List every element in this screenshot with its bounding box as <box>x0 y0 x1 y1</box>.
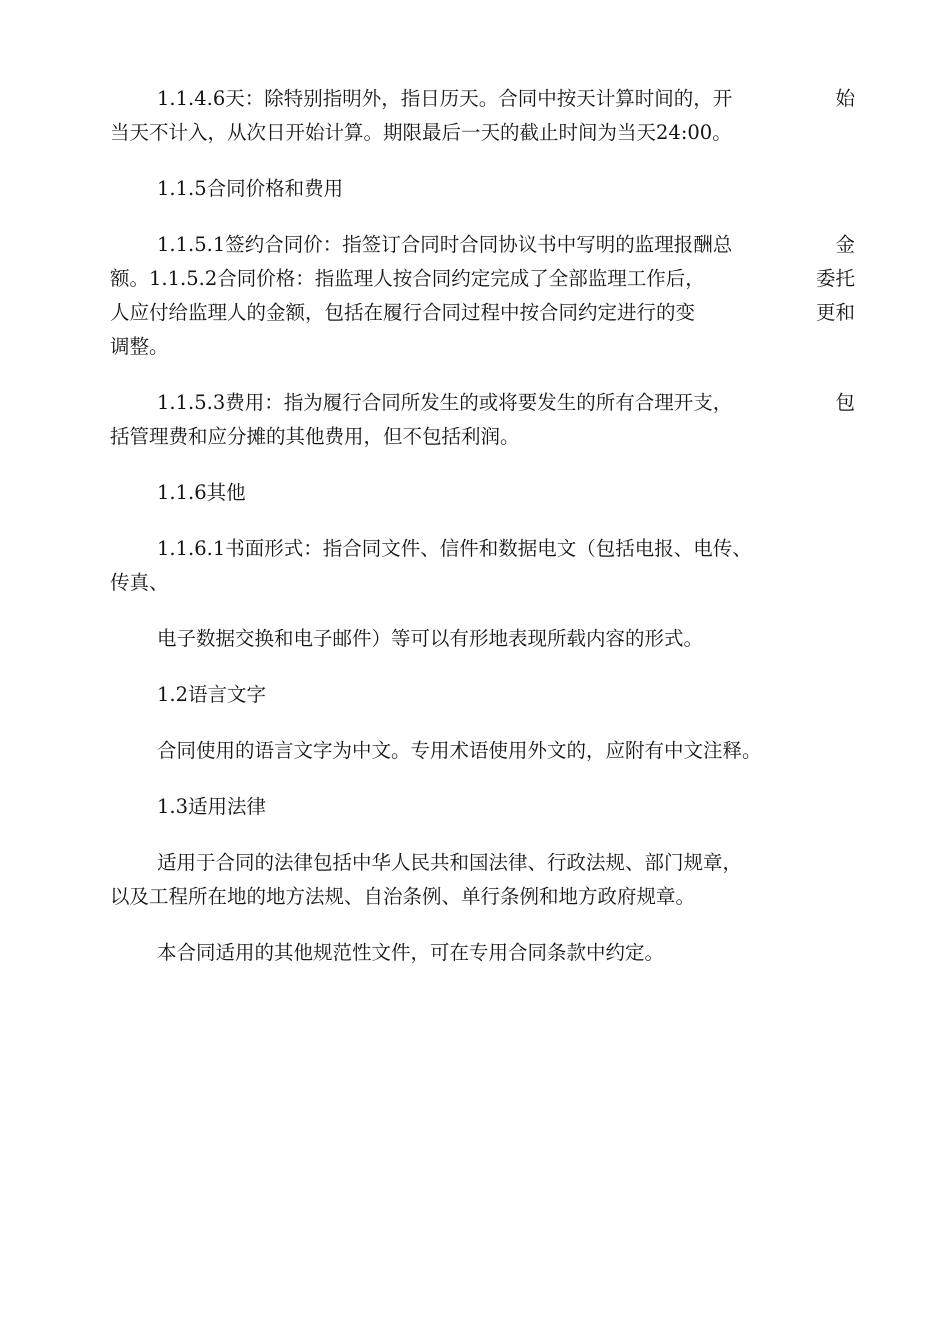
paragraph-line: 当天不计入，从次日开始计算。期限最后一天的截止时间为当天24:00。 <box>110 121 732 144</box>
heading-1-2: 1.2语言文字 <box>157 683 267 706</box>
paragraph-1-1-5-3 <box>110 386 855 454</box>
text-run: 1.1.5.3费用：指为履行合同所发生的或将要发生的所有合理开支， <box>157 391 733 414</box>
text-run: 1.1.5.1签约合同价：指签订合同时合同协议书中写明的监理报酬总 <box>157 233 733 256</box>
heading-1-1-5: 1.1.5合同价格和费用 <box>157 177 344 200</box>
heading-1-3: 1.3适用法律 <box>157 795 267 818</box>
text-run: 更和 <box>815 301 855 324</box>
text-run: 金 <box>835 233 855 256</box>
paragraph-line <box>110 228 855 262</box>
paragraph-language: 合同使用的语言文字为中文。专用术语使用外文的，应附有中文注释。 <box>157 739 762 762</box>
paragraph-applicable-law <box>110 846 855 914</box>
paragraph-1-1-5-1 <box>110 228 855 364</box>
text-run: 始 <box>835 87 855 110</box>
paragraph-line <box>110 296 855 330</box>
text-run: 1.1.4.6天：除特别指明外，指日历天。合同中按天计算时间的，开 <box>157 87 733 110</box>
paragraph-1-1-4-6 <box>110 82 855 150</box>
text-run: 人应付给监理人的金额，包括在履行合同过程中按合同约定进行的变 <box>110 301 696 324</box>
paragraph-other-norms: 本合同适用的其他规范性文件，可在专用合同条款中约定。 <box>157 941 665 964</box>
paragraph-line <box>110 262 855 296</box>
heading-1-1-6: 1.1.6其他 <box>157 481 246 504</box>
text-run: 额。1.1.5.2合同价格：指监理人按合同约定完成了全部监理工作后， <box>110 267 705 290</box>
paragraph-electronic-forms: 电子数据交换和电子邮件）等可以有形地表现所载内容的形式。 <box>157 627 704 650</box>
document-body <box>110 82 855 970</box>
paragraph-line <box>110 82 855 116</box>
text-run: 包 <box>835 391 855 414</box>
paragraph-line: 适用于合同的法律包括中华人民共和国法律、行政法规、部门规章， <box>157 851 743 874</box>
paragraph-line: 调整。 <box>110 335 169 358</box>
paragraph-line: 传真、 <box>110 571 169 594</box>
paragraph-line <box>110 386 855 420</box>
paragraph-line: 1.1.6.1书面形式：指合同文件、信件和数据电文（包括电报、电传、 <box>157 537 752 560</box>
paragraph-1-1-6-1 <box>110 532 855 600</box>
paragraph-line: 以及工程所在地的地方法规、自治条例、单行条例和地方政府规章。 <box>110 885 696 908</box>
text-run: 委托 <box>815 267 855 290</box>
paragraph-line: 括管理费和应分摊的其他费用，但不包括利润。 <box>110 425 520 448</box>
